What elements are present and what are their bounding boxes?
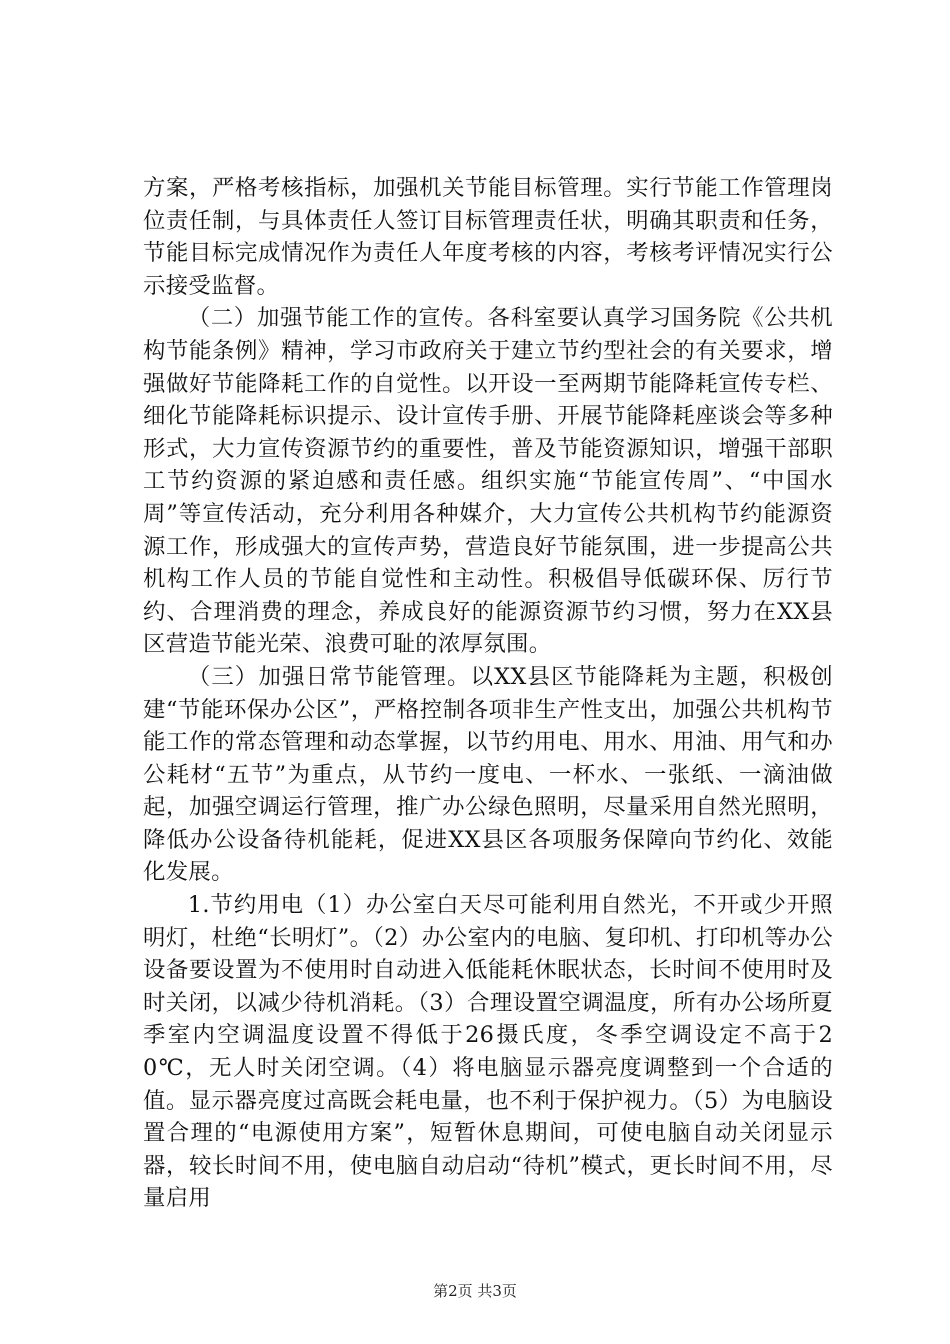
paragraph-3: （三）加强日常节能管理。以XX县区节能降耗为主题，积极创建“节能环保办公区”，严格控制各项非生产性支出，加强公共机构节能工作的常态管理和动态掌握，以节约用电、用水、用油、用气和办公耗材“五节”为重点，从节约一度电、一杯水、一张纸、一滴油做起，加强空调运行管理，推广办公绿色照明，尽量采用自然光照明，降低办公设备待机能耗，促进XX县区各项服务保障向节约化、效能化发展。 [143, 663, 833, 886]
paragraph-1: 方案，严格考核指标，加强机关节能目标管理。实行节能工作管理岗位责任制，与具体责任人签订目标管理责任状，明确其职责和任务，节能目标完成情况作为责任人年度考核的内容，考核考评情况实行公示接受监督。 [143, 175, 833, 299]
document-body [143, 172, 833, 1215]
paragraph-2: （二）加强节能工作的宣传。各科室要认真学习国务院《公共机构节能条例》精神，学习市政府关于建立节约型社会的有关要求，增强做好节能降耗工作的自觉性。以开设一至两期节能降耗宣传专栏、细化节能降耗标识提示、设计宣传手册、开展节能降耗座谈会等多种形式，大力宣传资源节约的重要性，普及节能资源知识，增强干部职工节约资源的紧迫感和责任感。组织实施“节能宣传周”、“中国水周”等宣传活动，充分利用各种媒介，大力宣传公共机构节约能源资源工作，形成强大的宣传声势，营造良好节能氛围，进一步提高公共机构工作人员的节能自觉性和主动性。积极倡导低碳环保、厉行节约、合理消费的理念，养成良好的能源资源节约习惯，努力在XX县区营造节能光荣、浪费可耻的浓厚氛围。 [143, 305, 833, 658]
page-number-footer: 第2页 共3页 [433, 1282, 517, 1300]
paragraph-4: 1.节约用电（1）办公室白天尽可能利用自然光，不开或少开照明灯，杜绝“长明灯”。（2）办公室内的电脑、复印机、打印机等办公设备要设置为不使用时自动进入低能耗休眠状态，长时间不使用时及时关闭，以减少待机消耗。（3）合理设置空调温度，所有办公场所夏季室内空调温度设置不得低于26摄氏度，冬季空调设定不高于20℃，无人时关闭空调。（4）将电脑显示器亮度调整到一个合适的值。显示器亮度过高既会耗电量，也不利于保护视力。（5）为电脑设置合理的“电源使用方案”，短暂休息期间，可使电脑自动关闭显示器，较长时间不用，使电脑自动启动“待机”模式，更长时间不用，尽量启用 [143, 892, 833, 1212]
